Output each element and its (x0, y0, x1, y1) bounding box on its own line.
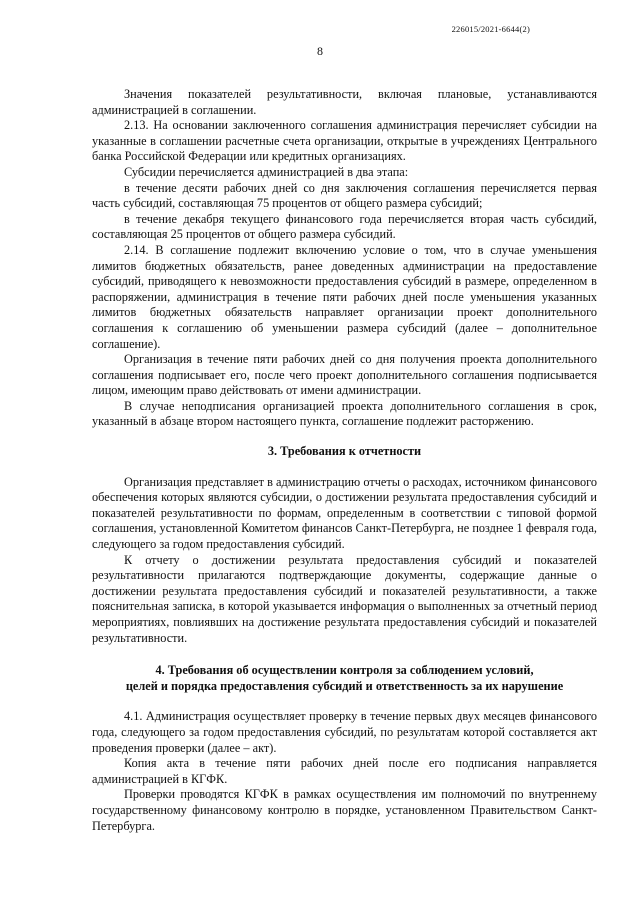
paragraph-kgfk-checks: Проверки проводятся КГФК в рамках осуществления им полномочий по внутреннему государственному финансовому контролю в порядке, установленном Правительством Санкт-Петербурга. (92, 787, 597, 833)
section-4-heading (92, 663, 597, 694)
paragraph-act-copy: Копия акта в течение пяти рабочих дней после его подписания направляется администрацией в КГФК. (92, 756, 597, 786)
paragraph-report-attachments: К отчету о достижении результата предоставления субсидий и показателей результативности прилагаются подтверждающие документы, содержащие данные о достижении результата предоставления субсидий и показателей результативности, а также пояснительная записка, в которой указывается информация о выполненных за отчетный период мероприятиях, повлиявших на достижение результата предоставления субсидий и показателей результативности. (92, 552, 597, 645)
paragraph-signing: Организация в течение пяти рабочих дней со дня получения проекта дополнительного соглашения подписывает его, после чего проект дополнительного соглашения подписывается лицом, имеющим право действовать от имени администрации. (92, 352, 597, 398)
paragraph-2-14: 2.14. В соглашение подлежит включению условие о том, что в случае уменьшения лимитов бюджетных обязательств, ранее доведенных администрации на предоставление субсидий, приводящего к невозможности предоставления субсидий в размере, определенном в распоряжении, администрация в течение пяти рабочих дней после уменьшения указанных лимитов бюджетных обязательств направляет организации проект дополнительного соглашения к соглашению об уменьшении размера субсидий (далее – дополнительное соглашение). (92, 242, 597, 351)
paragraph-results-indicators: Значения показателей результативности, включая плановые, устанавливаются администрацией в соглашении. (92, 87, 597, 117)
paragraph-reports: Организация представляет в администрацию отчеты о расходах, источником финансового обеспечения которых являются субсидии, о достижении результата предоставления субсидий и показателей результативности по формам, определенным в соответствии с типовой формой соглашения, установленной Комитетом финансов Санкт-Петербурга, не позднее 1 февраля года, следующего за годом предоставления субсидий. (92, 474, 597, 552)
paragraph-2-13: 2.13. На основании заключенного соглашения администрация перечисляет субсидии на указанные в соглашении расчетные счета организации, открытые в учреждениях Центрального банка Российской Федерации или кредитных организациях. (92, 118, 597, 164)
section-4-heading-line2: целей и порядка предоставления субсидий и ответственность за их нарушение (125, 678, 564, 693)
paragraph-termination: В случае неподписания организацией проекта дополнительного соглашения в срок, указанный в абзаце втором настоящего пункта, соглашение подлежит расторжению. (92, 398, 597, 429)
document-id: 226015/2021-6644(2) (451, 24, 530, 34)
paragraph-4-1: 4.1. Администрация осуществляет проверку в течение первых двух месяцев финансового года, следующего за годом предоставления субсидий, по результатам которой составляется акт проведения проверки (далее – акт). (92, 709, 597, 755)
paragraph-first-part: в течение десяти рабочих дней со дня заключения соглашения перечисляется первая часть субсидий, составляющая 75 процентов от общего размера субсидий; (92, 180, 597, 211)
paragraph-second-part: в течение декабря текущего финансового года перечисляется вторая часть субсидий, составляющая 25 процентов от общего размера субсидий. (92, 211, 597, 242)
paragraph-two-stages: Субсидии перечисляется администрацией в два этапа: (124, 164, 409, 179)
page-number: 8 (317, 44, 323, 58)
section-4-heading-line1: 4. Требования об осуществлении контроля за соблюдением условий, (155, 663, 534, 678)
section-3-heading: 3. Требования к отчетности (267, 444, 422, 459)
document-body (92, 87, 597, 834)
